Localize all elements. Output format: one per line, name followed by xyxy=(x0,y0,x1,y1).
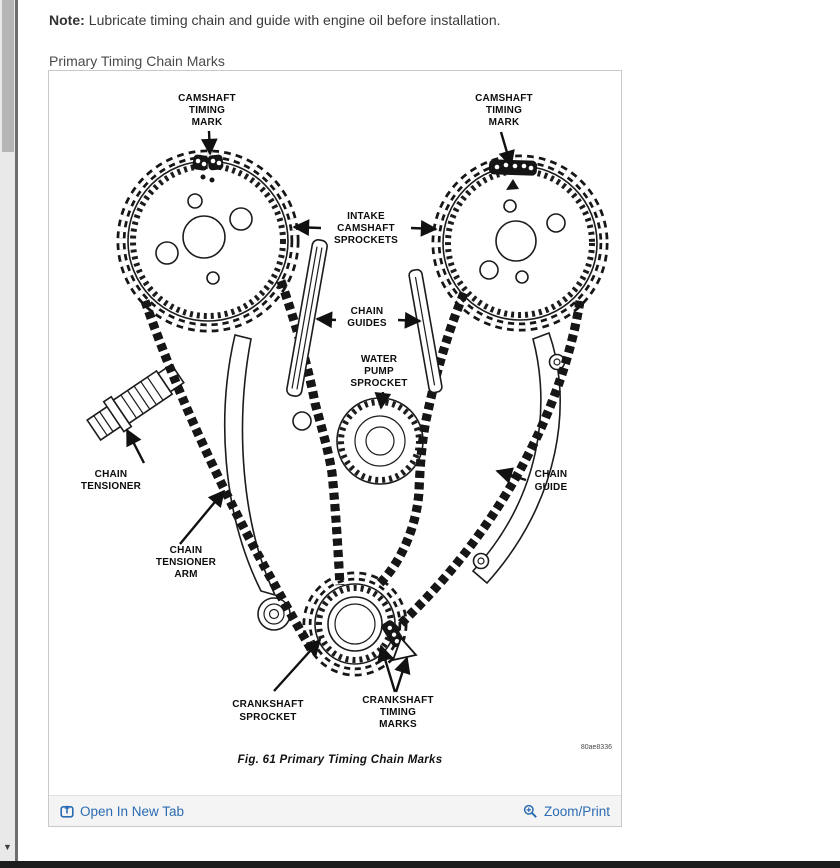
svg-text:SPROCKETS: SPROCKETS xyxy=(333,235,399,246)
svg-text:TIMING: TIMING xyxy=(485,105,523,116)
zoom-print-link[interactable] xyxy=(523,804,610,819)
vertical-scrollbar[interactable] xyxy=(0,0,15,861)
svg-text:PUMP: PUMP xyxy=(364,366,394,377)
svg-text:SPROCKET: SPROCKET xyxy=(239,712,297,723)
svg-text:ARM: ARM xyxy=(174,569,198,580)
label-water-pump: WATER xyxy=(360,354,398,365)
svg-text:MARKS: MARKS xyxy=(379,719,417,730)
magnifier-plus-icon xyxy=(523,804,538,819)
label-crank-marks: CRANKSHAFT xyxy=(362,695,434,706)
label-tensioner-arm: CHAIN xyxy=(169,545,203,556)
svg-text:MARK: MARK xyxy=(191,117,223,128)
label-crank-sprocket: CRANKSHAFT xyxy=(232,699,304,710)
label-cam-mark-left: CAMSHAFT xyxy=(178,93,236,104)
figure-caption: Fig. 61 Primary Timing Chain Marks xyxy=(237,754,443,766)
svg-text:GUIDES: GUIDES xyxy=(347,318,387,329)
label-cam-mark-right: CAMSHAFT xyxy=(475,93,533,104)
bottom-edge-strip xyxy=(0,861,840,868)
zoom-print-label: Zoom/Print xyxy=(543,803,610,819)
open-in-new-tab-link[interactable] xyxy=(60,804,184,819)
water-pump-sprocket xyxy=(337,398,423,484)
right-inner-chain-guide xyxy=(408,269,442,393)
svg-text:TIMING: TIMING xyxy=(379,707,417,718)
right-chain-guide xyxy=(473,333,565,583)
open-in-new-tab-label: Open In New Tab xyxy=(80,803,185,819)
svg-text:TIMING: TIMING xyxy=(188,105,226,116)
figure-frame xyxy=(48,70,622,827)
figure-ref-code: 80ae8336 xyxy=(580,744,612,751)
scrollbar-divider xyxy=(15,0,18,861)
note-text: Lubricate timing chain and guide with engine oil before installation. xyxy=(88,12,501,28)
scrollbar-thumb[interactable] xyxy=(2,0,14,152)
chain-tensioner-arm xyxy=(225,335,290,630)
label-chain-guides: CHAIN xyxy=(350,306,384,317)
left-camshaft-sprocket xyxy=(128,161,288,321)
svg-text:TENSIONER: TENSIONER xyxy=(155,557,217,568)
svg-text:TENSIONER: TENSIONER xyxy=(80,481,142,492)
note-paragraph xyxy=(49,12,501,28)
label-intake-sprockets: INTAKE xyxy=(347,211,385,222)
label-chain-tensioner: CHAIN xyxy=(94,469,128,480)
svg-text:SPROCKET: SPROCKET xyxy=(350,378,408,389)
guide-mount-bolt xyxy=(293,412,311,430)
svg-text:GUIDE: GUIDE xyxy=(534,482,568,493)
page-title: Primary Timing Chain Marks xyxy=(49,53,225,69)
scrollbar-down-arrow-icon[interactable]: ▼ xyxy=(3,842,12,852)
open-in-new-tab-icon xyxy=(60,804,74,818)
svg-text:MARK: MARK xyxy=(488,117,520,128)
label-chain-guide-right: CHAIN xyxy=(534,469,568,480)
svg-text:CAMSHAFT: CAMSHAFT xyxy=(337,223,395,234)
note-label: Note: xyxy=(49,12,85,28)
timing-chain-diagram xyxy=(49,71,621,795)
figure-footer-bar xyxy=(49,795,621,826)
